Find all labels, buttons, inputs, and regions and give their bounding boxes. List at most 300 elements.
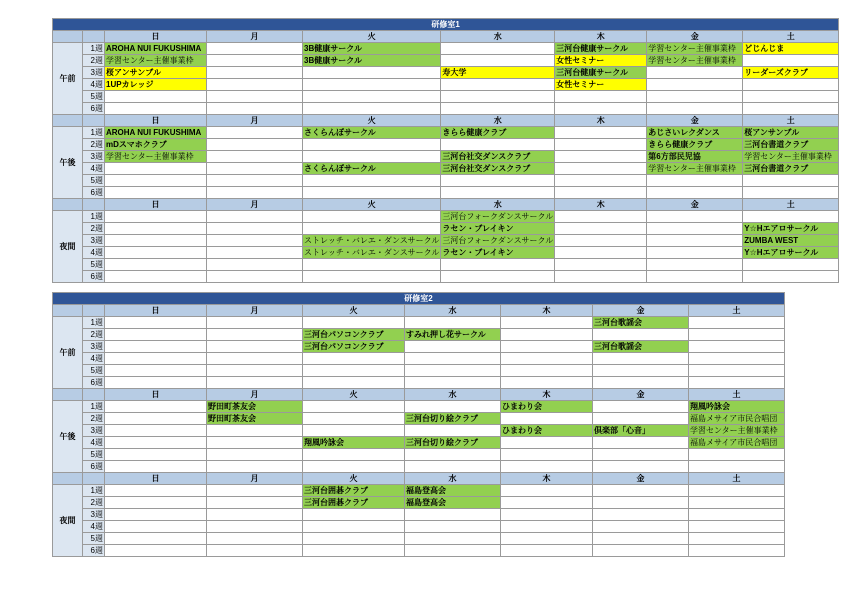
schedule-cell[interactable] bbox=[105, 365, 207, 377]
schedule-cell[interactable]: 三河台切り絵クラブ bbox=[405, 437, 501, 449]
schedule-cell[interactable] bbox=[303, 211, 441, 223]
schedule-cell[interactable] bbox=[405, 341, 501, 353]
schedule-cell[interactable]: 学習センター主催事業枠 bbox=[647, 43, 743, 55]
schedule-cell[interactable]: 桜アンサンブル bbox=[105, 67, 207, 79]
schedule-cell[interactable]: 第6方部民児協 bbox=[647, 151, 743, 163]
schedule-cell[interactable] bbox=[105, 317, 207, 329]
schedule-cell[interactable] bbox=[207, 139, 303, 151]
column-header-1: 月 bbox=[207, 31, 303, 43]
schedule-cell[interactable] bbox=[501, 533, 593, 545]
header-corner bbox=[53, 305, 83, 317]
schedule-cell[interactable] bbox=[743, 271, 839, 283]
schedule-cell[interactable] bbox=[105, 485, 207, 497]
column-header-6: 土 bbox=[743, 31, 839, 43]
column-header-1: 月 bbox=[207, 389, 303, 401]
schedule-cell[interactable] bbox=[105, 223, 207, 235]
schedule-cell[interactable] bbox=[743, 187, 839, 199]
schedule-cell[interactable] bbox=[303, 79, 441, 91]
schedule-cell[interactable]: AROHA NUI FUKUSHIMA bbox=[105, 127, 207, 139]
schedule-cell[interactable] bbox=[743, 79, 839, 91]
table-row bbox=[53, 211, 839, 223]
schedule-cell[interactable] bbox=[441, 91, 555, 103]
schedule-cell[interactable]: リーダーズクラブ bbox=[743, 67, 839, 79]
schedule-cell[interactable] bbox=[555, 151, 647, 163]
schedule-cell[interactable]: 3B健康サークル bbox=[303, 55, 441, 67]
schedule-cell[interactable] bbox=[501, 521, 593, 533]
week-label: 6週 bbox=[83, 187, 105, 199]
schedule-cell[interactable] bbox=[105, 377, 207, 389]
schedule-cell[interactable] bbox=[593, 449, 689, 461]
schedule-cell[interactable] bbox=[501, 461, 593, 473]
schedule-cell[interactable] bbox=[593, 485, 689, 497]
schedule-cell[interactable]: 三河台健康サークル bbox=[555, 43, 647, 55]
schedule-cell[interactable] bbox=[207, 91, 303, 103]
schedule-cell[interactable] bbox=[405, 449, 501, 461]
schedule-cell[interactable] bbox=[501, 545, 593, 557]
schedule-cell[interactable]: 3B健康サークル bbox=[303, 43, 441, 55]
schedule-cell[interactable]: ZUMBA WEST bbox=[743, 235, 839, 247]
schedule-cell[interactable] bbox=[405, 509, 501, 521]
schedule-cell[interactable] bbox=[303, 67, 441, 79]
period-label: 午前 bbox=[53, 43, 83, 115]
schedule-cell[interactable] bbox=[743, 175, 839, 187]
schedule-cell[interactable] bbox=[593, 509, 689, 521]
schedule-cell[interactable]: 三河台書道クラブ bbox=[743, 139, 839, 151]
schedule-cell[interactable]: 三河台パソコンクラブ bbox=[303, 329, 405, 341]
schedule-cell[interactable] bbox=[689, 461, 785, 473]
schedule-cell[interactable] bbox=[105, 425, 207, 437]
schedule-cell[interactable]: 福島登高会 bbox=[405, 485, 501, 497]
schedule-cell[interactable]: 三河台囲碁クラブ bbox=[303, 497, 405, 509]
schedule-cell[interactable] bbox=[501, 437, 593, 449]
header-corner bbox=[83, 389, 105, 401]
column-header-5: 金 bbox=[647, 31, 743, 43]
table-row bbox=[53, 437, 785, 449]
schedule-cell[interactable] bbox=[303, 413, 405, 425]
schedule-cell[interactable] bbox=[303, 353, 405, 365]
schedule-cell[interactable] bbox=[105, 341, 207, 353]
schedule-cell[interactable] bbox=[303, 175, 441, 187]
schedule-cell[interactable] bbox=[405, 353, 501, 365]
day-header-row bbox=[53, 115, 839, 127]
schedule-cell[interactable] bbox=[689, 521, 785, 533]
schedule-cell[interactable]: 学習センター主催事業枠 bbox=[647, 163, 743, 175]
schedule-cell[interactable]: Y☆Hエアロサークル bbox=[743, 223, 839, 235]
table-row bbox=[53, 317, 785, 329]
week-label: 3週 bbox=[83, 341, 105, 353]
schedule-cell[interactable] bbox=[207, 175, 303, 187]
schedule-cell[interactable] bbox=[303, 401, 405, 413]
schedule-cell[interactable]: 女性セミナー bbox=[555, 55, 647, 67]
schedule-cell[interactable] bbox=[743, 103, 839, 115]
schedule-cell[interactable]: 三河台歌謡会 bbox=[593, 317, 689, 329]
schedule-cell[interactable]: 翔風吟詠会 bbox=[303, 437, 405, 449]
schedule-cell[interactable] bbox=[689, 353, 785, 365]
schedule-cell[interactable] bbox=[405, 425, 501, 437]
schedule-cell[interactable] bbox=[207, 247, 303, 259]
schedule-cell[interactable] bbox=[303, 271, 441, 283]
schedule-cell[interactable] bbox=[207, 259, 303, 271]
schedule-cell[interactable] bbox=[303, 103, 441, 115]
header-corner bbox=[83, 305, 105, 317]
schedule-cell[interactable] bbox=[689, 329, 785, 341]
schedule-cell[interactable] bbox=[555, 163, 647, 175]
schedule-cell[interactable] bbox=[105, 461, 207, 473]
week-label: 5週 bbox=[83, 259, 105, 271]
schedule-cell[interactable] bbox=[501, 497, 593, 509]
schedule-cell[interactable] bbox=[207, 103, 303, 115]
schedule-cell[interactable] bbox=[303, 91, 441, 103]
schedule-cell[interactable] bbox=[207, 317, 303, 329]
schedule-cell[interactable] bbox=[555, 211, 647, 223]
schedule-cell[interactable] bbox=[105, 353, 207, 365]
schedule-cell[interactable] bbox=[303, 521, 405, 533]
schedule-cell[interactable]: 三河台社交ダンスクラブ bbox=[441, 163, 555, 175]
schedule-cell[interactable] bbox=[689, 497, 785, 509]
schedule-cell[interactable] bbox=[207, 353, 303, 365]
schedule-cell[interactable] bbox=[405, 545, 501, 557]
schedule-cell[interactable] bbox=[105, 271, 207, 283]
schedule-cell[interactable] bbox=[207, 533, 303, 545]
schedule-cell[interactable] bbox=[303, 259, 441, 271]
schedule-cell[interactable] bbox=[555, 235, 647, 247]
schedule-cell[interactable] bbox=[105, 235, 207, 247]
schedule-cell[interactable] bbox=[207, 461, 303, 473]
schedule-cell[interactable] bbox=[593, 461, 689, 473]
schedule-cell[interactable] bbox=[105, 211, 207, 223]
schedule-cell[interactable] bbox=[303, 533, 405, 545]
schedule-cell[interactable]: 学習センター主催事業枠 bbox=[105, 151, 207, 163]
schedule-cell[interactable]: Y☆Hエアロサークル bbox=[743, 247, 839, 259]
schedule-cell[interactable] bbox=[689, 485, 785, 497]
schedule-cell[interactable] bbox=[207, 127, 303, 139]
schedule-cell[interactable]: 倶楽部「心音」 bbox=[593, 425, 689, 437]
schedule-cell[interactable] bbox=[593, 401, 689, 413]
schedule-cell[interactable] bbox=[405, 401, 501, 413]
schedule-cell[interactable]: 三河台書道クラブ bbox=[743, 163, 839, 175]
schedule-cell[interactable]: 学習センター主催事業枠 bbox=[647, 55, 743, 67]
schedule-cell[interactable] bbox=[207, 545, 303, 557]
schedule-cell[interactable] bbox=[303, 425, 405, 437]
schedule-cell[interactable] bbox=[207, 211, 303, 223]
schedule-cell[interactable] bbox=[743, 259, 839, 271]
schedule-cell[interactable] bbox=[647, 67, 743, 79]
schedule-cell[interactable] bbox=[105, 413, 207, 425]
schedule-cell[interactable] bbox=[501, 329, 593, 341]
schedule-cell[interactable] bbox=[207, 521, 303, 533]
schedule-cell[interactable]: ひまわり会 bbox=[501, 401, 593, 413]
schedule-cell[interactable] bbox=[441, 259, 555, 271]
schedule-cell[interactable] bbox=[105, 533, 207, 545]
schedule-cell[interactable] bbox=[207, 151, 303, 163]
schedule-cell[interactable]: きらら健康クラブ bbox=[647, 139, 743, 151]
schedule-cell[interactable] bbox=[593, 521, 689, 533]
table-row bbox=[53, 509, 785, 521]
schedule-cell[interactable] bbox=[207, 271, 303, 283]
schedule-cell[interactable] bbox=[501, 365, 593, 377]
schedule-cell[interactable] bbox=[207, 509, 303, 521]
schedule-cell[interactable] bbox=[555, 139, 647, 151]
schedule-cell[interactable]: 桜アンサンブル bbox=[743, 127, 839, 139]
schedule-cell[interactable] bbox=[303, 365, 405, 377]
schedule-cell[interactable] bbox=[689, 317, 785, 329]
schedule-cell[interactable] bbox=[441, 43, 555, 55]
column-header-2: 火 bbox=[303, 199, 441, 211]
schedule-cell[interactable] bbox=[593, 329, 689, 341]
schedule-cell[interactable] bbox=[647, 271, 743, 283]
schedule-cell[interactable] bbox=[207, 223, 303, 235]
schedule-cell[interactable]: 三河台囲碁クラブ bbox=[303, 485, 405, 497]
schedule-cell[interactable] bbox=[207, 437, 303, 449]
schedule-cell[interactable] bbox=[441, 175, 555, 187]
week-label: 3週 bbox=[83, 509, 105, 521]
schedule-cell[interactable] bbox=[105, 103, 207, 115]
schedule-cell[interactable] bbox=[441, 271, 555, 283]
schedule-cell[interactable]: 学習センター主催事業枠 bbox=[743, 151, 839, 163]
schedule-cell[interactable] bbox=[207, 485, 303, 497]
week-label: 1週 bbox=[83, 401, 105, 413]
schedule-cell[interactable] bbox=[207, 365, 303, 377]
schedule-cell[interactable] bbox=[647, 79, 743, 91]
schedule-cell[interactable] bbox=[501, 377, 593, 389]
week-label: 6週 bbox=[83, 271, 105, 283]
week-label: 5週 bbox=[83, 449, 105, 461]
table-row bbox=[53, 413, 785, 425]
schedule-cell[interactable] bbox=[405, 377, 501, 389]
schedule-cell[interactable]: AROHA NUI FUKUSHIMA bbox=[105, 43, 207, 55]
schedule-cell[interactable]: すみれ押し花サークル bbox=[405, 329, 501, 341]
schedule-cell[interactable]: 福島メサイア市民合唱団 bbox=[689, 437, 785, 449]
schedule-cell[interactable] bbox=[501, 413, 593, 425]
schedule-cell[interactable] bbox=[501, 341, 593, 353]
table-row bbox=[53, 223, 839, 235]
schedule-cell[interactable] bbox=[105, 329, 207, 341]
column-header-0: 日 bbox=[105, 115, 207, 127]
schedule-cell[interactable] bbox=[207, 329, 303, 341]
table-row bbox=[53, 127, 839, 139]
schedule-cell[interactable] bbox=[743, 55, 839, 67]
schedule-cell[interactable]: 三河台社交ダンスクラブ bbox=[441, 151, 555, 163]
schedule-cell[interactable] bbox=[593, 377, 689, 389]
schedule-cell[interactable] bbox=[207, 187, 303, 199]
schedule-cell[interactable]: 福島メサイア市民合唱団 bbox=[689, 413, 785, 425]
schedule-cell[interactable] bbox=[743, 211, 839, 223]
table-row bbox=[53, 365, 785, 377]
schedule-cell[interactable]: 学習センター主催事業枠 bbox=[689, 425, 785, 437]
schedule-cell[interactable] bbox=[105, 521, 207, 533]
schedule-cell[interactable]: 女性セミナー bbox=[555, 79, 647, 91]
schedule-cell[interactable] bbox=[501, 317, 593, 329]
schedule-cell[interactable] bbox=[207, 497, 303, 509]
week-label: 1週 bbox=[83, 127, 105, 139]
schedule-cell[interactable] bbox=[303, 377, 405, 389]
schedule-cell[interactable] bbox=[501, 353, 593, 365]
schedule-cell[interactable] bbox=[555, 247, 647, 259]
schedule-cell[interactable] bbox=[105, 91, 207, 103]
schedule-cell[interactable] bbox=[593, 545, 689, 557]
schedule-cell[interactable] bbox=[303, 449, 405, 461]
schedule-cell[interactable] bbox=[303, 461, 405, 473]
schedule-cell[interactable]: さくらんぼサークル bbox=[303, 163, 441, 175]
schedule-cell[interactable] bbox=[647, 187, 743, 199]
schedule-cell[interactable]: ひまわり会 bbox=[501, 425, 593, 437]
schedule-cell[interactable] bbox=[689, 377, 785, 389]
schedule-cell[interactable] bbox=[303, 151, 441, 163]
schedule-cell[interactable] bbox=[689, 449, 785, 461]
table-row bbox=[53, 43, 839, 55]
schedule-cell[interactable] bbox=[689, 365, 785, 377]
schedule-cell[interactable] bbox=[105, 401, 207, 413]
schedule-cell[interactable]: 福島登高会 bbox=[405, 497, 501, 509]
schedule-cell[interactable] bbox=[207, 163, 303, 175]
schedule-cell[interactable] bbox=[593, 365, 689, 377]
schedule-cell[interactable]: mDスマホクラブ bbox=[105, 139, 207, 151]
schedule-cell[interactable] bbox=[207, 449, 303, 461]
schedule-cell[interactable] bbox=[647, 259, 743, 271]
schedule-cell[interactable] bbox=[593, 437, 689, 449]
schedule-cell[interactable] bbox=[441, 79, 555, 91]
schedule-cell[interactable] bbox=[105, 187, 207, 199]
schedule-cell[interactable] bbox=[501, 509, 593, 521]
schedule-cell[interactable] bbox=[593, 413, 689, 425]
schedule-cell[interactable] bbox=[303, 317, 405, 329]
schedule-cell[interactable] bbox=[647, 175, 743, 187]
schedule-cell[interactable] bbox=[555, 103, 647, 115]
schedule-cell[interactable] bbox=[405, 317, 501, 329]
day-header-row bbox=[53, 199, 839, 211]
schedule-cell[interactable] bbox=[105, 175, 207, 187]
table-row bbox=[53, 401, 785, 413]
table-row bbox=[53, 497, 785, 509]
column-header-4: 木 bbox=[555, 199, 647, 211]
schedule-cell[interactable]: ストレッチ・バレエ・ダンスサークル bbox=[304, 236, 440, 245]
schedule-cell[interactable]: 三河台フォークダンスサークル bbox=[442, 236, 554, 245]
schedule-cell[interactable]: ラセン・ブレイキン bbox=[441, 223, 555, 235]
schedule-cell[interactable] bbox=[555, 91, 647, 103]
schedule-cell[interactable] bbox=[207, 79, 303, 91]
schedule-cell[interactable]: さくらんぼサークル bbox=[303, 127, 441, 139]
schedule-cell[interactable] bbox=[303, 545, 405, 557]
schedule-cell[interactable]: 三河台切り絵クラブ bbox=[405, 413, 501, 425]
column-header-5: 金 bbox=[593, 305, 689, 317]
schedule-cell[interactable] bbox=[689, 533, 785, 545]
schedule-cell[interactable]: 野田町茶友会 bbox=[207, 401, 303, 413]
schedule-cell[interactable] bbox=[743, 91, 839, 103]
schedule-cell[interactable] bbox=[555, 223, 647, 235]
schedule-cell[interactable] bbox=[647, 211, 743, 223]
schedule-cell[interactable]: 寿大学 bbox=[441, 67, 555, 79]
schedule-cell[interactable] bbox=[207, 235, 303, 247]
schedule-cell[interactable] bbox=[105, 437, 207, 449]
schedule-cell[interactable] bbox=[303, 139, 441, 151]
schedule-cell[interactable] bbox=[593, 533, 689, 545]
schedule-cell[interactable] bbox=[207, 55, 303, 67]
schedule-cell[interactable] bbox=[405, 365, 501, 377]
schedule-cell[interactable] bbox=[555, 271, 647, 283]
column-header-3: 水 bbox=[405, 389, 501, 401]
table-row bbox=[53, 163, 839, 175]
week-label: 3週 bbox=[83, 235, 105, 247]
schedule-cell[interactable]: 野田町茶友会 bbox=[207, 413, 303, 425]
schedule-cell[interactable] bbox=[105, 449, 207, 461]
schedule-cell[interactable]: 三河台健康サークル bbox=[555, 67, 647, 79]
schedule-cell[interactable] bbox=[555, 127, 647, 139]
schedule-cell[interactable] bbox=[207, 67, 303, 79]
schedule-cell[interactable]: 三河台パソコンクラブ bbox=[303, 341, 405, 353]
schedule-cell[interactable] bbox=[105, 545, 207, 557]
schedule-cell[interactable] bbox=[303, 509, 405, 521]
schedule-cell[interactable] bbox=[555, 259, 647, 271]
schedule-cell[interactable] bbox=[207, 43, 303, 55]
schedule-cell[interactable] bbox=[105, 247, 207, 259]
column-header-0: 日 bbox=[105, 473, 207, 485]
schedule-cell[interactable] bbox=[647, 247, 743, 259]
schedule-cell[interactable] bbox=[647, 235, 743, 247]
schedule-cell[interactable] bbox=[689, 341, 785, 353]
schedule-cell[interactable] bbox=[501, 485, 593, 497]
schedule-cell[interactable] bbox=[405, 521, 501, 533]
schedule-table bbox=[52, 18, 839, 283]
table-title: 研修室2 bbox=[53, 293, 785, 305]
schedule-cell[interactable] bbox=[207, 425, 303, 437]
table-row bbox=[53, 377, 785, 389]
schedule-cell[interactable] bbox=[593, 497, 689, 509]
schedule-cell[interactable]: ストレッチ・バレエ・ダンスサークル bbox=[304, 248, 440, 257]
schedule-cell[interactable]: 翔風吟詠会 bbox=[689, 401, 785, 413]
schedule-cell[interactable] bbox=[105, 509, 207, 521]
column-header-6: 土 bbox=[743, 199, 839, 211]
schedule-cell[interactable]: きらら健康クラブ bbox=[441, 127, 555, 139]
schedule-cell[interactable] bbox=[689, 509, 785, 521]
period-label: 午前 bbox=[53, 317, 83, 389]
schedule-cell[interactable]: あじさいレクダンス bbox=[647, 127, 743, 139]
schedule-cell[interactable] bbox=[207, 377, 303, 389]
schedule-cell[interactable] bbox=[105, 497, 207, 509]
schedule-cell[interactable] bbox=[555, 187, 647, 199]
table-title-row bbox=[53, 19, 839, 31]
schedule-cell[interactable]: ラセン・ブレイキン bbox=[441, 247, 555, 259]
schedule-cell[interactable] bbox=[647, 103, 743, 115]
schedule-cell[interactable] bbox=[105, 163, 207, 175]
schedule-cell[interactable] bbox=[555, 175, 647, 187]
schedule-cell[interactable] bbox=[303, 187, 441, 199]
schedule-cell[interactable] bbox=[441, 139, 555, 151]
schedule-cell[interactable] bbox=[647, 91, 743, 103]
table-row bbox=[53, 533, 785, 545]
schedule-cell[interactable] bbox=[105, 259, 207, 271]
schedule-cell[interactable] bbox=[689, 545, 785, 557]
schedule-cell[interactable]: 学習センター主催事業枠 bbox=[105, 55, 207, 67]
schedule-cell[interactable] bbox=[303, 223, 441, 235]
schedule-cell[interactable]: 三河台歌謡会 bbox=[593, 341, 689, 353]
schedule-cell[interactable] bbox=[405, 533, 501, 545]
schedule-cell[interactable] bbox=[441, 55, 555, 67]
schedule-cell[interactable]: どじんじま bbox=[743, 43, 839, 55]
schedule-cell[interactable] bbox=[647, 223, 743, 235]
schedule-cell[interactable] bbox=[441, 103, 555, 115]
table-row bbox=[53, 55, 839, 67]
schedule-cell[interactable] bbox=[207, 341, 303, 353]
schedule-cell[interactable]: 三河台フォークダンスサークル bbox=[442, 212, 554, 221]
schedule-cell[interactable] bbox=[405, 461, 501, 473]
schedule-cell[interactable] bbox=[593, 353, 689, 365]
table-row bbox=[53, 341, 785, 353]
column-header-6: 土 bbox=[743, 115, 839, 127]
schedule-cell[interactable]: 1UPカレッジ bbox=[105, 79, 207, 91]
schedule-cell[interactable] bbox=[501, 449, 593, 461]
schedule-cell[interactable] bbox=[441, 187, 555, 199]
week-label: 6週 bbox=[83, 461, 105, 473]
